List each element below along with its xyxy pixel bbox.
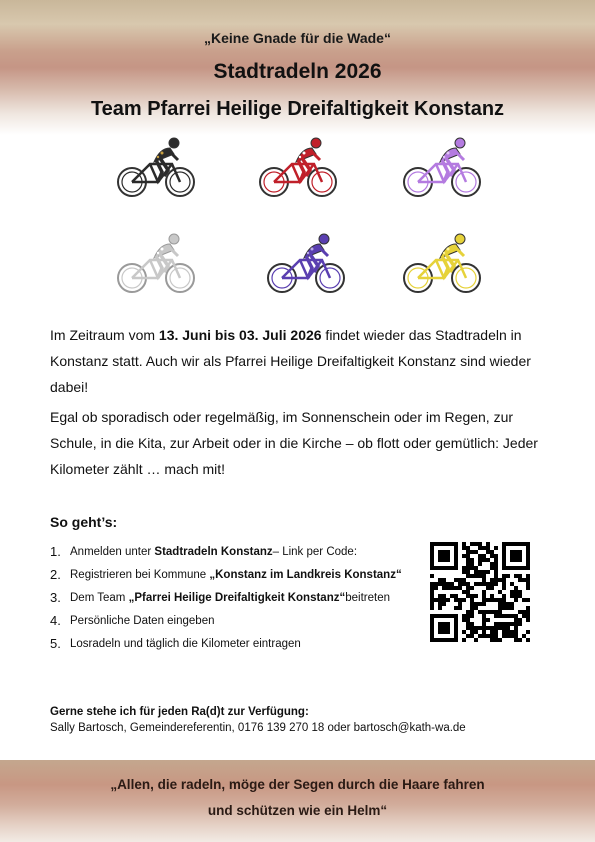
steps-list <box>50 540 430 655</box>
intro-paragraph-2: Egal ob sporadisch oder regelmäßig, im Sonnenschein oder im Regen, zur Schule, in die Kita, zur Arbeit oder in die Kirche – ob flott oder gemütlich: Jeder Kilometer zählt … mach mit! <box>50 409 538 477</box>
motto: „Keine Gnade für die Wade“ <box>204 30 391 46</box>
cyclist-icon <box>266 232 346 296</box>
step-number: 5. <box>50 636 61 651</box>
page-subtitle: Team Pfarrei Heilige Dreifaltigkeit Konstanz <box>90 98 505 120</box>
blessing-line-1: „Allen, die radeln, möge der Segen durch die Haare fahren <box>110 777 485 792</box>
cyclist-grid <box>100 136 500 306</box>
contact-details: Sally Bartosch, Gemeindereferentin, 0176 139 270 18 oder bartosch@kath-wa.de <box>50 722 466 734</box>
step-number: 4. <box>50 613 61 628</box>
cyclist-icon <box>402 136 482 200</box>
footer-blessing <box>0 772 595 824</box>
step-text: – Link per Code: <box>272 545 358 558</box>
intro-text <box>50 322 550 486</box>
step-item <box>50 586 430 609</box>
qr-code-icon[interactable] <box>428 542 538 642</box>
step-text: Registrieren bei Kommune <box>70 568 207 581</box>
step-text: Anmelden unter <box>70 545 152 558</box>
step-bold: „Pfarrei Heilige Dreifaltigkeit Konstanz“ <box>128 591 346 604</box>
contact-block <box>50 704 466 736</box>
intro-paragraph-1 <box>50 322 550 400</box>
page-title: Stadtradeln 2026 <box>213 60 382 83</box>
steps-heading: So geht’s: <box>50 514 118 530</box>
step-text: Losradeln und täglich die Kilometer eintragen <box>70 637 301 650</box>
intro-text-span: Im Zeitraum vom <box>50 327 159 343</box>
step-item <box>50 563 430 586</box>
step-text: beitreten <box>345 591 390 604</box>
intro-text-span: findet wieder das Stadtradeln in Konstanz statt. Auch wir als Pfarrei Heilige Dreifaltigkeit Konstanz sind wieder dabei! <box>50 327 531 395</box>
step-item <box>50 609 430 632</box>
step-number: 3. <box>50 590 61 605</box>
step-item <box>50 540 430 563</box>
event-dates: 13. Juni bis 03. Juli 2026 <box>158 327 322 343</box>
step-number: 1. <box>50 544 61 559</box>
contact-heading: Gerne stehe ich für jeden Ra(d)t zur Verfügung: <box>50 706 309 718</box>
step-bold: Stadtradeln Konstanz <box>154 545 273 558</box>
step-text: Dem Team <box>70 591 126 604</box>
step-text: Persönliche Daten eingeben <box>70 614 215 627</box>
cyclist-icon <box>116 232 196 296</box>
cyclist-icon <box>258 136 338 200</box>
cyclist-icon <box>402 232 482 296</box>
step-number: 2. <box>50 567 61 582</box>
step-item <box>50 632 430 655</box>
blessing-line-2: und schützen wie ein Helm“ <box>207 803 388 818</box>
cyclist-icon <box>116 136 196 200</box>
step-bold: „Konstanz im Landkreis Konstanz“ <box>209 568 402 581</box>
